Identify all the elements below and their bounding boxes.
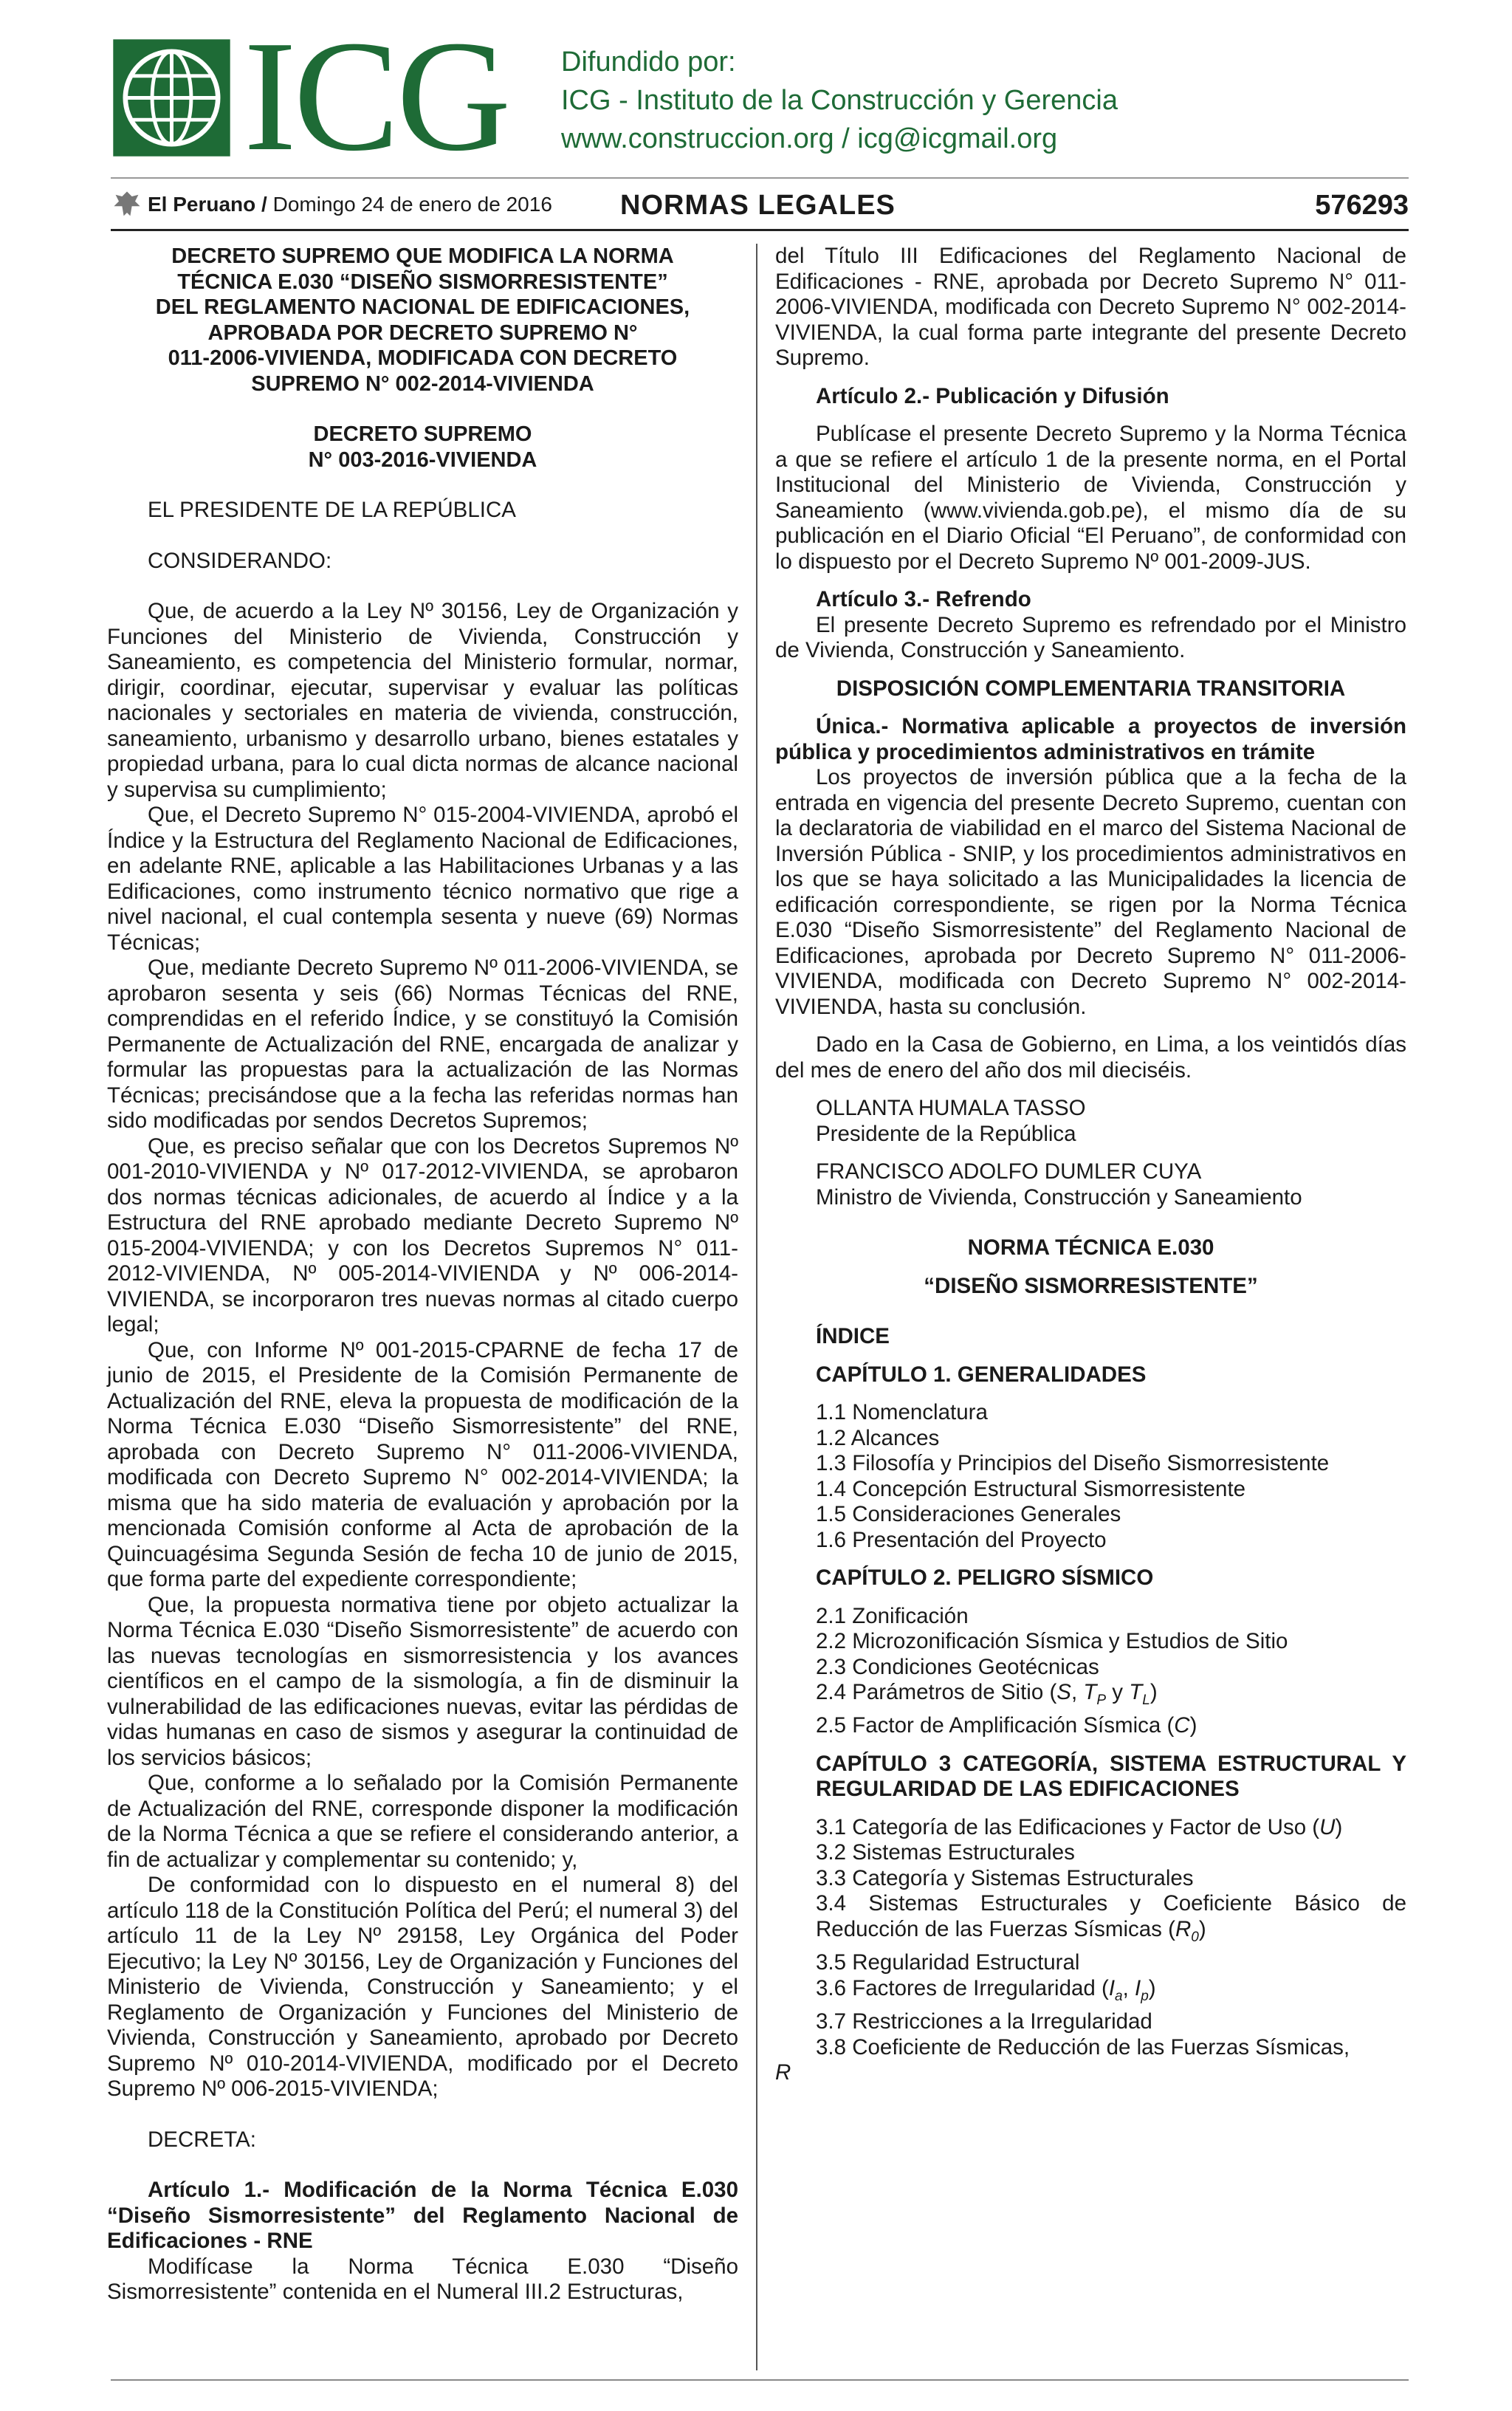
list-item	[775, 2035, 1406, 2086]
symbol-r0	[1175, 1916, 1199, 1945]
paragraph: Que, con Informe Nº 001-2015-CPARNE de fecha 17 de junio de 2015, el Presidente de la Comisión Permanente de Actualización del RNE, eleva la propuesta de modificación de la Norma Técnica E.030 “Diseño Sismorresistente” del RNE, aprobada con Decreto Supremo N° 011-2006-VIVIENDA, modificada con Decreto Supremo N° 002-2014-VIVIENDA; la misma que ha sido materia de evaluación y aprobación por la mencionada Comisión conforme al Acta de aprobación de la Quincuagésima Segunda Sesión de fecha 10 de junio de 2015, que forma parte del expediente correspondiente;	[107, 1337, 738, 1591]
symbol-sub: P	[1096, 1692, 1107, 1708]
symbol-c: C	[1174, 1713, 1190, 1738]
symbol-r: R	[775, 2060, 791, 2085]
column-divider	[756, 244, 757, 2370]
footer-rule	[111, 2379, 1409, 2381]
right-column	[775, 244, 1406, 2086]
president-heading: EL PRESIDENTE DE LA REPÚBLICA	[148, 498, 516, 522]
symbol-sub: L	[1142, 1692, 1150, 1708]
list-item: 2.3 Condiciones Geotécnicas	[816, 1654, 1099, 1679]
list-item: 2.2 Microzonificación Sísmica y Estudios de Sitio	[816, 1629, 1288, 1653]
item-text: ,	[1122, 1975, 1135, 2000]
symbol-tl	[1129, 1680, 1150, 1708]
decree-title	[107, 244, 738, 397]
decree-line: DECRETO SUPREMO	[313, 422, 532, 446]
signatory-1-name: OLLANTA HUMALA TASSO	[816, 1096, 1086, 1120]
transitory-title: DISPOSICIÓN COMPLEMENTARIA TRANSITORIA	[836, 676, 1346, 701]
list-item: 3.5 Regularidad Estructural	[816, 1950, 1080, 1975]
considerando-heading: CONSIDERANDO:	[148, 548, 332, 573]
signatory-2-role: Ministro de Vivienda, Construcción y Saneamiento	[816, 1184, 1302, 1210]
item-text: 3.8 Coeficiente de Reducción de las Fuerzas Sísmicas,	[816, 2034, 1350, 2060]
chapter-3-text: CAPÍTULO 3 CATEGORÍA, SISTEMA ESTRUCTURAL Y REGULARIDAD DE LAS EDIFICACIONES	[816, 1751, 1406, 1802]
item-text: ,	[1071, 1680, 1084, 1704]
item-text: )	[1150, 1680, 1158, 1704]
chapter-3-heading	[775, 1752, 1406, 1803]
symbol-base: I	[1108, 1975, 1116, 2000]
symbol-tp	[1083, 1680, 1107, 1708]
unica-text: Los proyectos de inversión pública que a la fecha de la entrada en vigencia del presente Decreto Supremo, cuentan con la declaratoria de viabilidad en el marco del Sistema Nacional de Inversión Pública - SNIP, y los procedimientos administrativos en los que se haya solicitado a las Municipalidades la licencia de edificación correspondiente, se rigen por la Norma Técnica E.030 “Diseño Sismorresistente” del Reglamento Nacional de Edificaciones, aprobada por Decreto Supremo N° 011-2006-VIVIENDA, modificada con Decreto Supremo N° 002-2014-VIVIENDA, hasta su conclusión.	[775, 765, 1406, 1019]
list-item: 3.3 Categoría y Sistemas Estructurales	[816, 1865, 1194, 1890]
paragraph: Que, mediante Decreto Supremo Nº 011-2006-VIVIENDA, se aprobaron sesenta y seis (66) Normas Técnicas del RNE, comprendidas en el referido Índice, y se constituyó la Comisión Permanente de Actualización del RNE, encargada de analizar y formular las propuestas para la actualización de las Normas Técnicas; precisándose que a la fecha las referidas normas han sido modificadas por sendos Decretos Supremos;	[107, 956, 738, 1133]
decree-number	[107, 422, 738, 473]
article-1-text: Modifícase la Norma Técnica E.030 “Diseño Sismorresistente” contenida en el Numeral III.2 Estructuras,	[107, 2254, 738, 2304]
item-text: 2.4 Parámetros de Sitio (	[816, 1680, 1057, 1704]
chapter-1-heading: CAPÍTULO 1. GENERALIDADES	[816, 1362, 1147, 1387]
coat-of-arms-icon	[111, 188, 143, 221]
article-1-continuation: del Título III Edificaciones del Reglamento Nacional de Edificaciones - RNE, aprobada por Decreto Supremo N° 011-2006-VIVIENDA, modificada con Decreto Supremo N° 002-2014-VIVIENDA, la cual forma parte integrante del presente Decreto Supremo.	[775, 244, 1406, 370]
diffusion-contact: www.construccion.org / icg@icgmail.org	[561, 123, 1058, 154]
chapter-2-list	[775, 1604, 1406, 1739]
list-item: 2.1 Zonificación	[816, 1603, 969, 1628]
list-item: 3.7 Restricciones a la Irregularidad	[816, 2009, 1152, 2034]
list-item: 3.2 Sistemas Estructurales	[816, 1840, 1075, 1865]
title-line: DECRETO SUPREMO QUE MODIFICA LA NORMA	[171, 244, 674, 268]
paragraph: De conformidad con lo dispuesto en el numeral 8) del artículo 118 de la Constitución Política del Perú; el numeral 3) del artículo 11 de la Ley Nº 29158, Ley Orgánica del Poder Ejecutivo; la Ley Nº 30156, Ley de Organización y Funciones del Ministerio de Vivienda, Construcción y Saneamiento; y el Reglamento de Organización y Funciones del Ministerio de Vivienda, Construcción y Saneamiento, aprobado por Decreto Supremo Nº 010-2014-VIVIENDA, modificado por el Decreto Supremo Nº 006-2015-VIVIENDA;	[107, 1873, 738, 2101]
paper-name	[148, 193, 552, 216]
decreta-heading: DECRETA:	[148, 2127, 256, 2152]
globe-icon	[111, 37, 233, 159]
item-text: 3.6 Factores de Irregularidad (	[816, 1975, 1109, 2000]
title-line: APROBADA POR DECRETO SUPREMO N°	[207, 320, 638, 345]
norma-subtitle: “DISEÑO SISMORRESISTENTE”	[924, 1273, 1258, 1298]
symbol-ia	[1108, 1975, 1123, 2004]
masthead	[111, 188, 1409, 225]
given-text: Dado en la Casa de Gobierno, en Lima, a los veintidós días del mes de enero del año dos mil dieciséis.	[775, 1032, 1406, 1083]
symbol-ip	[1135, 1975, 1149, 2004]
signatory-2-name: FRANCISCO ADOLFO DUMLER CUYA	[816, 1159, 1202, 1184]
item-text: y	[1106, 1680, 1130, 1704]
list-item: 1.2 Alcances	[816, 1425, 940, 1450]
symbol-base: T	[1083, 1680, 1097, 1704]
item-text: 2.5 Factor de Amplificación Sísmica (	[816, 1713, 1175, 1738]
list-item	[775, 1891, 1406, 1950]
paper-date: Domingo 24 de enero de 2016	[272, 193, 552, 216]
article-3-text: El presente Decreto Supremo es refrendado por el Ministro de Vivienda, Construcción y Saneamiento.	[775, 612, 1406, 662]
item-text: )	[1198, 1916, 1206, 1941]
title-line: TÉCNICA E.030 “DISEÑO SISMORRESISTENTE”	[177, 270, 668, 294]
list-item: 1.5 Consideraciones Generales	[816, 1502, 1121, 1526]
section-name: NORMAS LEGALES	[620, 190, 896, 221]
index-heading: ÍNDICE	[816, 1324, 890, 1348]
diffusion-block	[561, 43, 1118, 158]
signatory-1-role: Presidente de la República	[816, 1121, 1076, 1146]
list-item	[775, 1976, 1406, 2009]
symbol-base: T	[1129, 1680, 1143, 1704]
title-line: 011-2006-VIVIENDA, MODIFICADA CON DECRETO	[168, 346, 678, 370]
diffusion-institute: ICG - Instituto de la Construcción y Gerencia	[561, 85, 1118, 116]
item-text: 3.1 Categoría de las Edificaciones y Factor de Uso (	[816, 1814, 1320, 1839]
title-line: SUPREMO N° 002-2014-VIVIENDA	[251, 371, 594, 396]
item-text: )	[1148, 1975, 1156, 2000]
unica-title: Única.- Normativa aplicable a proyectos de inversión pública y procedimientos administrativos en trámite	[775, 714, 1406, 764]
page-number: 576293	[1315, 190, 1409, 221]
chapter-1-list	[775, 1400, 1406, 1553]
header	[111, 7, 1410, 184]
list-item	[775, 1713, 1406, 1739]
header-rule	[111, 177, 1409, 179]
paragraph: Que, de acuerdo a la Ley Nº 30156, Ley de Organización y Funciones del Ministerio de Vivienda, Construcción y Saneamiento, es competencia del Ministerio formular, normar, dirigir, coordinar, ejecutar, supervisar y evaluar las políticas nacionales y sectoriales en materia de vivienda, construcción, saneamiento, urbanismo y desarrollo urbano, bienes estatales y propiedad urbana, para lo cual dicta normas de alcance nacional y supervisa su cumplimiento;	[107, 599, 738, 802]
list-item: 1.4 Concepción Estructural Sismorresistente	[816, 1476, 1246, 1501]
symbol-base: R	[1175, 1916, 1192, 1941]
article-3-title: Artículo 3.- Refrendo	[816, 587, 1031, 611]
article-1-title: Artículo 1.- Modificación de la Norma Técnica E.030 “Diseño Sismorresistente” del Reglamento Nacional de Edificaciones - RNE	[107, 2178, 738, 2253]
paragraph: Que, la propuesta normativa tiene por objeto actualizar la Norma Técnica E.030 “Diseño Sismorresistente” de acuerdo con las nuevas tecnologías en sismorresistencia y los avances científicos en el campo de la sismología, a fin de disminuir la vulnerabilidad de las edificaciones nuevas, evitar las pérdidas de vidas humanas en caso de sismos y asegurar la continuidad de los servicios básicos;	[107, 1592, 738, 1770]
list-item: 1.3 Filosofía y Principios del Diseño Sismorresistente	[816, 1451, 1330, 1475]
symbol-base: I	[1135, 1975, 1141, 2000]
chapter-2-heading: CAPÍTULO 2. PELIGRO SÍSMICO	[816, 1565, 1154, 1590]
list-item: 1.1 Nomenclatura	[816, 1400, 988, 1424]
paragraph: Que, es preciso señalar que con los Decretos Supremos Nº 001-2010-VIVIENDA y Nº 017-2012-VIVIENDA, se aprobaron dos normas técnicas adicionales, de acuerdo al Índice y a la Estructura del RNE aprobado mediante Decreto Supremo Nº 015-2004-VIVIENDA; y con los Decretos Supremos N° 011-2012-VIVIENDA, Nº 005-2014-VIVIENDA y Nº 006-2014-VIVIENDA, se incorporaron tres nuevas normas al citado cuerpo legal;	[107, 1134, 738, 1337]
article-2-title: Artículo 2.- Publicación y Difusión	[816, 383, 1169, 408]
symbol-u: U	[1319, 1814, 1336, 1839]
norma-title: NORMA TÉCNICA E.030	[967, 1235, 1214, 1260]
symbol-s: S	[1056, 1680, 1071, 1704]
symbol-sub: a	[1115, 1988, 1123, 2004]
symbol-sub: p	[1141, 1988, 1149, 2004]
list-item	[775, 1815, 1406, 1841]
paper-title: El Peruano /	[148, 193, 267, 216]
left-column	[107, 244, 738, 2305]
item-text: )	[1189, 1713, 1197, 1738]
masthead-rule	[111, 229, 1409, 231]
paragraph: Que, conforme a lo señalado por la Comisión Permanente de Actualización del RNE, corresponde disponer la modificación de la Norma Técnica a que se refiere el considerando anterior, a fin de actualizar y complementar su contenido; y,	[107, 1771, 738, 1872]
decree-line: N° 003-2016-VIVIENDA	[308, 447, 537, 472]
article-2-text: Publícase el presente Decreto Supremo y la Norma Técnica a que se refiere el artículo 1 de la presente norma, en el Portal Institucional del Ministerio de Vivienda, Construcción y Saneamiento (www.vivienda.gob.pe), el mismo día de su publicación en el Diario Oficial “El Peruano”, de conformidad con lo dispuesto por el Decreto Supremo Nº 001-2009-JUS.	[775, 422, 1406, 574]
paragraph: Que, el Decreto Supremo N° 015-2004-VIVIENDA, aprobó el Índice y la Estructura del Reglamento Nacional de Edificaciones, en adelante RNE, aplicable a las Habilitaciones Urbanas y a las Edificaciones, como instrumento técnico normativo que rige a nivel nacional, el cual contempla sesenta y nueve (69) Normas Técnicas;	[107, 803, 738, 955]
chapter-3-list	[775, 1815, 1406, 2086]
item-text: 3.4 Sistemas Estructurales y Coeficiente Básico de Reducción de las Fuerzas Sísmicas (	[816, 1891, 1406, 1941]
symbol-sub: 0	[1191, 1929, 1199, 1945]
list-item	[775, 1680, 1406, 1713]
list-item: 1.6 Presentación del Proyecto	[816, 1527, 1107, 1552]
logo-text: ICG	[244, 7, 509, 184]
title-line: DEL REGLAMENTO NACIONAL DE EDIFICACIONES,	[155, 295, 690, 319]
diffusion-label: Difundido por:	[561, 47, 736, 78]
item-text: )	[1335, 1814, 1343, 1839]
